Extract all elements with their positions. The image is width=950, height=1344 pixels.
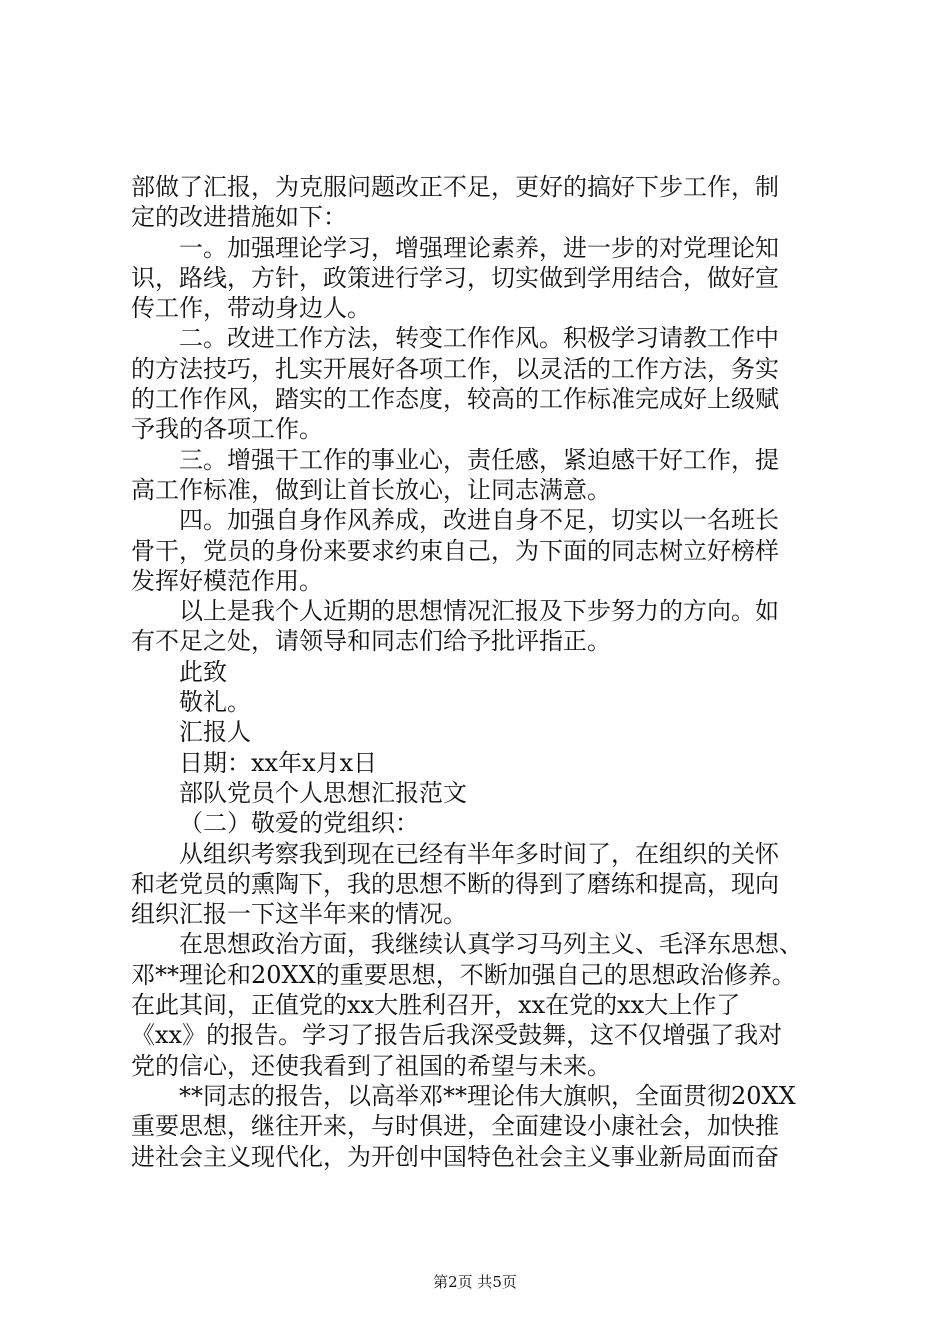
text-line: 一。加强理论学习，增强理论素养，进一步的对党理论知 [179,233,779,262]
text-line: 汇报人 [179,718,251,747]
text-line: 在思想政治方面，我继续认真学习马列主义、毛泽东思想、 [179,930,803,959]
text-line: 的方法技巧，扎实开展好各项工作，以灵活的工作方法，务实 [131,354,779,383]
text-line: 的工作作风，踏实的工作态度，较高的工作标准完成好上级赋 [131,385,779,414]
text-line: 邓**理论和20XX的重要思想，不断加强自己的思想政治修养。 [131,960,796,989]
document-body [131,172,833,1172]
text-line: 高工作标准，做到让首长放心，让同志满意。 [131,475,611,504]
text-line: 进社会主义现代化，为开创中国特色社会主义事业新局面而奋 [131,1142,779,1171]
text-line: 党的信心，还使我看到了祖国的希望与未来。 [131,1051,611,1080]
text-line: 四。加强自身作风养成，改进自身不足，切实以一名班长 [179,506,779,535]
text-line: 骨干，党员的身份来要求约束自己，为下面的同志树立好榜样 [131,536,779,565]
text-line: 从组织考察我到现在已经有半年多时间了，在组织的关怀 [179,839,779,868]
text-line: 二。改进工作方法，转变工作作风。积极学习请教工作中 [179,324,779,353]
text-line: 重要思想，继往开来，与时俱进，全面建设小康社会，加快推 [131,1112,779,1141]
text-line: 和老党员的熏陶下，我的思想不断的得到了磨练和提高，现向 [131,869,779,898]
text-line: 有不足之处，请领导和同志们给予批评指正。 [131,627,611,656]
text-line: **同志的报告，以高举邓**理论伟大旗帜，全面贯彻20XX [179,1081,796,1110]
page-footer: 第2页 共5页 [433,1273,517,1291]
text-line: 以上是我个人近期的思想情况汇报及下步努力的方向。如 [179,597,779,626]
text-line: 予我的各项工作。 [131,415,323,444]
text-line: 日期：xx年x月x日 [179,748,378,777]
text-line: 在此其间，正值党的xx大胜利召开，xx在党的xx大上作了 [131,991,741,1020]
text-line: 部做了汇报，为克服问题改正不足，更好的搞好下步工作，制 [131,173,779,201]
text-line: 《xx》的报告。学习了报告后我深受鼓舞，这不仅增强了我对 [131,1021,783,1050]
text-line: 定的改进措施如下： [131,203,347,232]
text-line: 传工作，带动身边人。 [131,294,371,323]
text-line: 识，路线，方针，政策进行学习，切实做到学用结合，做好宣 [131,263,779,292]
text-line: （二）敬爱的党组织： [179,809,419,838]
text-line: 发挥好模范作用。 [131,566,323,595]
text-line: 三。增强干工作的事业心，责任感，紧迫感干好工作，提 [179,445,779,474]
text-line: 此致 [179,657,227,686]
text-line: 部队党员个人思想汇报范文 [179,778,467,807]
text-line: 组织汇报一下这半年来的情况。 [131,900,467,929]
text-line: 敬礼。 [179,688,251,717]
